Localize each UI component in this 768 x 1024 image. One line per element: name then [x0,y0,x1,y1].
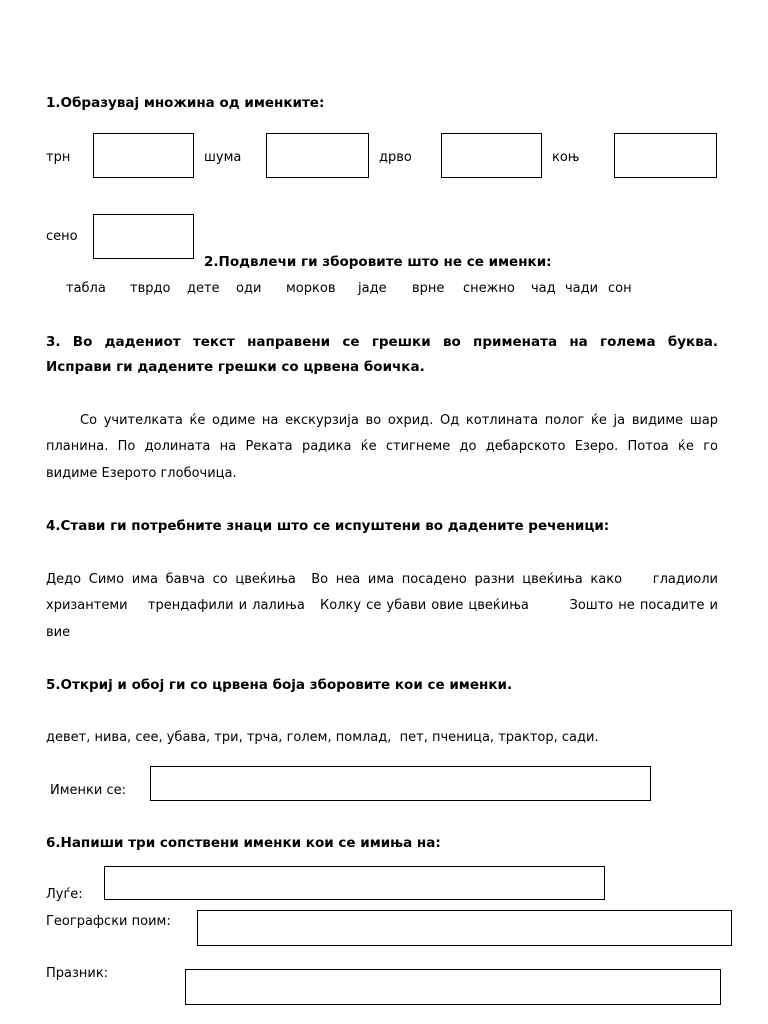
exercise-6-heading: 6.Напиши три сопствени именки кои се имиња на: [46,835,441,851]
list-item[interactable]: јаде [358,281,387,296]
list-item[interactable]: оди [236,281,262,296]
exercise-2-heading: 2.Подвлечи ги зборовите што не се именки: [204,254,552,270]
word-label: трн [46,150,71,165]
list-item[interactable]: врне [412,281,445,296]
exercise-5-word-list: девет, нива, сее, убава, три, трча, голем, помлад, пет, пченица, трактор, сади. [46,730,599,745]
exercise-3-text-line3: видиме Езерото глобочица. [46,466,237,481]
geographic-term-label: Географски поим: [46,914,171,929]
exercise-3-heading-line2: Исправи ги дадените грешки со црвена боичка. [46,359,425,375]
exercise-4-heading: 4.Стави ги потребните знаци што се испуштени во дадените реченици: [46,518,610,534]
exercise-3-text-line1: Со учителката ќе одиме на екскурзија во охрид. Од котлината полог ќе ја видиме шар [80,413,718,428]
answer-box[interactable] [93,214,194,259]
list-item[interactable]: табла [66,281,106,296]
word-label: коњ [552,150,580,165]
answer-box[interactable] [266,133,369,178]
list-item[interactable]: сон [608,281,632,296]
exercise-3-heading-line1: 3. Во дадениот текст направени се грешки во примената на голема буква. [46,334,718,350]
word-label: дрво [379,150,412,165]
list-item[interactable]: тврдо [130,281,171,296]
list-item[interactable]: чади [565,281,599,296]
word-label: шума [204,150,242,165]
list-item[interactable]: дете [187,281,220,296]
nouns-answer-field[interactable] [150,766,651,801]
list-item[interactable]: чад [531,281,556,296]
geographic-term-answer-field[interactable] [197,910,732,946]
list-item[interactable]: снежно [463,281,515,296]
list-item[interactable]: морков [286,281,336,296]
answer-box[interactable] [93,133,194,178]
exercise-3-text-line2: планина. По долината на Реката радика ќе стигнеме до дебарското Езеро. Потоа ќе го [46,439,718,454]
answer-box[interactable] [614,133,717,178]
nouns-label: Именки се: [50,783,126,798]
exercise-5-heading: 5.Откриј и обој ги со црвена боја зборовите кои се именки. [46,677,513,693]
holiday-label: Празник: [46,966,109,981]
exercise-4-text-line3: вие [46,625,71,640]
people-label: Луѓе: [46,887,83,902]
answer-box[interactable] [441,133,542,178]
holiday-answer-field[interactable] [185,969,721,1005]
exercise-4-text-line1: Дедо Симо има бавча со цвеќиња Во неа има посадено разни цвеќиња како гладиоли [46,572,718,587]
people-answer-field[interactable] [104,866,605,900]
exercise-1-heading: 1.Образувај множина од именките: [46,95,325,111]
exercise-4-text-line2: хризантеми трендафили и лалиња Колку се убави овие цвеќиња Зошто не посадите и [46,598,718,613]
word-label: сено [46,229,78,244]
